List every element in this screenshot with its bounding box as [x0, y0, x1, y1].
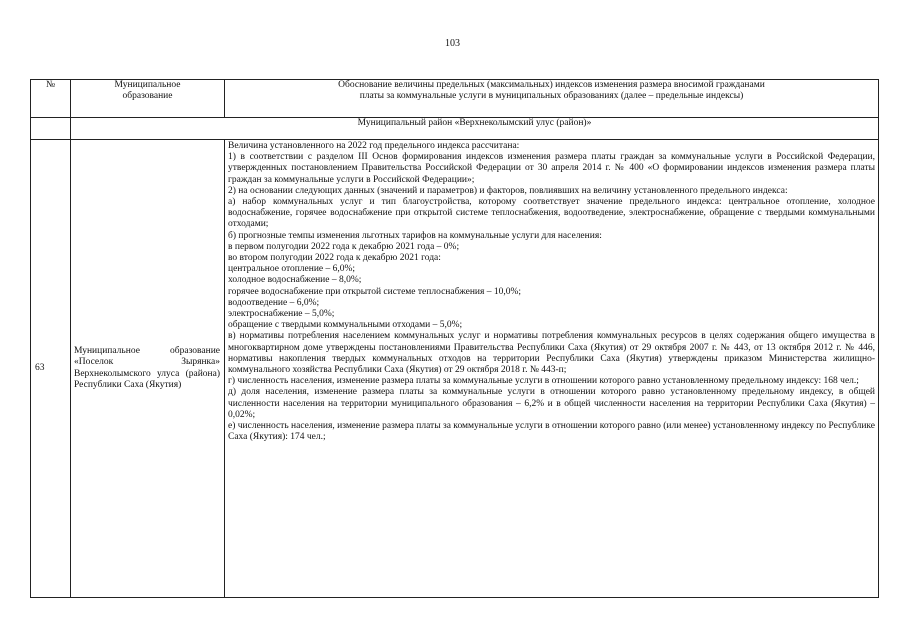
justification-table — [30, 79, 879, 598]
justification-paragraph: в) нормативы потребления населением коммунальных услуг и нормативы потребления коммунальных ресурсов в целях содержания общего имущества в многоквартирном доме утверждены постановлениями Правительства Республики Саха (Якутия) от 29 октября 2007 г. № 443, от 13 октября 2012 г. № 446, нормативы накопления твердых коммунальных отходов на территории Республики Саха (Якутия) утверждены приказом Министерства жилищно-коммунального хозяйства Республики Саха (Якутия) от 29 октября 2018 г. № 443-п; — [228, 331, 875, 376]
justification-paragraph: а) набор коммунальных услуг и тип благоустройства, которому соответствует значение предельного индекса: центральное отопление, холодное водоснабжение, горячее водоснабжение при открытой системе теплоснабжения, водоотведение, электроснабжение, обращение с твердыми коммунальными отходами; — [228, 197, 875, 230]
justification-paragraph: водоотведение – 6,0%; — [228, 297, 320, 308]
justification-paragraph: во втором полугодии 2022 года к декабрю 2021 года: — [228, 253, 441, 264]
justification-paragraph: б) прогнозные темпы изменения льготных тарифов на коммунальные услуги для населения: — [228, 230, 602, 241]
table-header-row — [31, 80, 879, 118]
row-number: 63 — [31, 140, 71, 598]
header-justification-line: платы за коммунальные услуги в муниципальных образованиях (далее – предельные индексы) — [359, 91, 744, 102]
header-num: № — [31, 80, 71, 118]
page-number: 103 — [445, 38, 460, 49]
justification-paragraph: Величина установленного на 2022 год предельного индекса рассчитана: — [228, 141, 520, 151]
justification-paragraph: обращение с твердыми коммунальными отходами – 5,0%; — [228, 320, 463, 331]
header-justification — [225, 80, 879, 118]
justification-paragraph: 2) на основании следующих данных (значений и параметров) и факторов, повлиявших на величину установленного предельного индекса: — [228, 185, 788, 196]
justification-paragraph: е) численность населения, изменение размера платы за коммунальные услуги в отношении которого равно (или менее) установленному индексу по Республике Саха (Якутия): 174 чел.; — [228, 421, 876, 443]
district-empty-cell — [31, 118, 71, 140]
district-row — [31, 118, 879, 140]
district-title: Муниципальный район «Верхнеколымский улус (район)» — [71, 118, 879, 140]
justification-text — [225, 140, 879, 598]
justification-paragraph: 1) в соответствии с разделом III Основ формирования индексов изменения размера платы граждан за коммунальные услуги в Российской Федерации, утвержденных постановлением Правительства Российской Федерации от 30 апреля 2014 г. № 400 «О формировании индексов изменения размера платы граждан за коммунальные услуги в Российской Федерации»; — [228, 152, 875, 185]
table-row — [31, 140, 879, 598]
justification-paragraph: д) доля населения, изменение размера платы за коммунальные услуги в отношении которого равно установленному предельному индексу, в общей численности населения на территории муниципального образования – 6,2% и в общей численности населения на территории Республики Саха (Якутия) – 0,02%; — [228, 387, 875, 420]
justification-paragraph: г) численность населения, изменение размера платы за коммунальные услуги в отношении которого равно установленному предельному индексу: 168 чел.; — [228, 376, 859, 387]
header-justification-line: Обоснование величины предельных (максимальных) индексов изменения размера вносимой гражданами — [338, 80, 765, 90]
justification-paragraph: в первом полугодии 2022 года к декабрю 2021 года – 0%; — [228, 241, 460, 252]
header-municipality-line: Муниципальное — [114, 80, 181, 90]
header-municipality-line: образование — [122, 91, 173, 102]
justification-paragraph: холодное водоснабжение – 8,0%; — [228, 275, 362, 286]
justification-paragraph: горячее водоснабжение при открытой системе теплоснабжения – 10,0%; — [228, 286, 522, 297]
justification-paragraph: центральное отопление – 6,0%; — [228, 264, 356, 275]
municipality-name: Муниципальное образование «Поселок Зырянка» Верхнеколымского улуса (района) Республики Саха (Якутия) — [71, 140, 225, 598]
justification-paragraph: электроснабжение – 5,0%; — [228, 309, 335, 320]
header-municipality — [71, 80, 225, 118]
